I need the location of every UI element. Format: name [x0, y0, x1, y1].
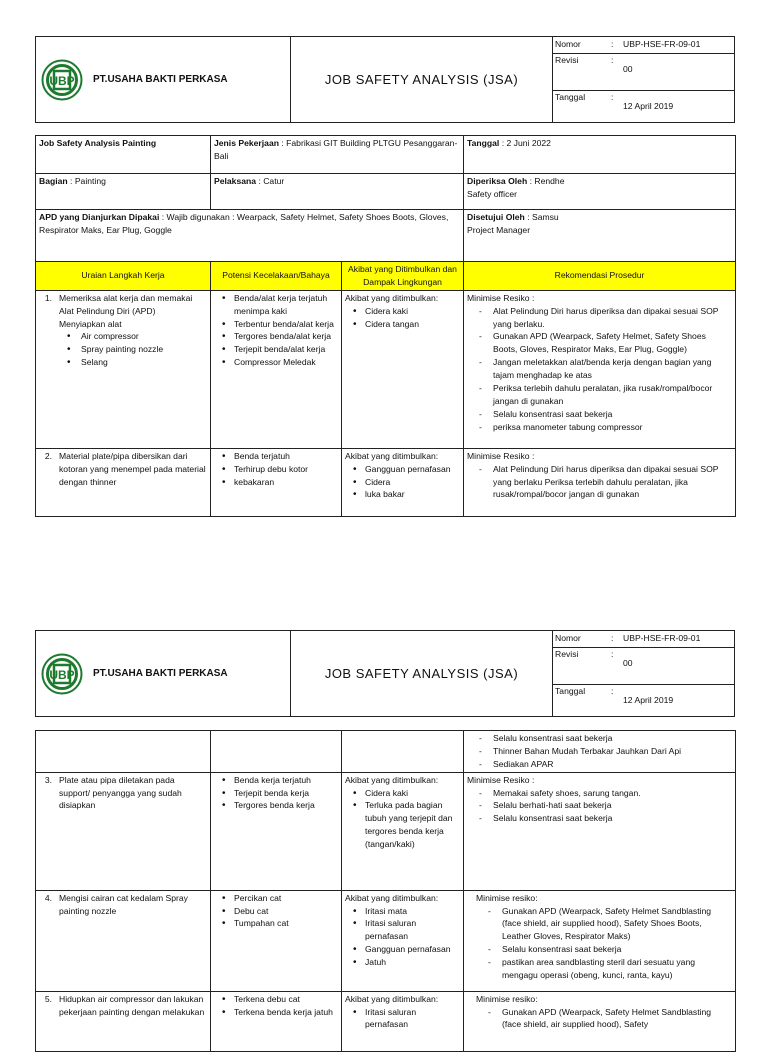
table-row: [36, 772, 736, 890]
jsa-title: Job Safety Analysis Painting: [39, 138, 157, 148]
pelaksana-value: : Catur: [258, 176, 285, 186]
revisi-value: 00: [623, 63, 633, 74]
page1-header: [35, 36, 735, 123]
hazard-item: • Debu cat: [214, 905, 338, 918]
hazard-item: • Percikan cat: [214, 892, 338, 905]
document-title: JOB SAFETY ANALYSIS (JSA): [291, 37, 553, 123]
diperiksa-role: Safety officer: [467, 188, 518, 199]
colon: :: [611, 648, 614, 659]
effect-item: • Iritasi mata: [345, 905, 460, 918]
recommendation-title: Minimise Resiko :: [467, 292, 535, 303]
tanggal-cell: [464, 136, 736, 174]
effect-item: • Gangguan pernafasan: [345, 463, 460, 476]
bagian-value: : Painting: [70, 176, 106, 186]
recommendation-item: - Gunakan APD (Wearpack, Safety Helmet Sandblasting (face shield, air supplied hood), Safety Shoes Boots, Leather Gloves, Respirator Maks): [476, 905, 732, 944]
recommendation-item: - Jangan meletakkan alat/benda kerja dengan bagian yang tajam menghadap ke atas: [467, 356, 732, 382]
table-row: [36, 991, 736, 1051]
column-header-step: Uraian Langkah Kerja: [36, 262, 211, 291]
disetujui-role: Project Manager: [467, 224, 531, 235]
disetujui-label: Disetujui Oleh: [467, 212, 525, 222]
colon: :: [611, 632, 614, 643]
page-gap: [0, 560, 768, 618]
nomor-label: Nomor: [555, 632, 581, 643]
company-cell: [36, 37, 291, 123]
effect-item: • Iritasi saluran pernafasan: [345, 1006, 460, 1032]
effect-item: • Terluka pada bagian tubuh yang terjepit dan tergores benda kerja (tangan/kaki): [345, 799, 460, 851]
company-name: PT.USAHA BAKTI PERKASA: [93, 668, 228, 679]
jenis-cell: [211, 136, 464, 174]
hazard-item: • Terkena debu cat: [214, 993, 338, 1006]
hazard-item: • Terhirup debu kotor: [214, 463, 338, 476]
document-meta: [553, 631, 735, 717]
step-number: 5.: [44, 993, 52, 1004]
company-logo-icon: [41, 653, 83, 695]
apd-label: APD yang Dianjurkan Dipakai: [39, 212, 160, 222]
recommendation-title: Minimise resiko:: [476, 892, 538, 903]
column-header-recommendation: Rekomendasi Prosedur: [464, 262, 736, 291]
colon: :: [611, 91, 614, 102]
hazard-item: • Benda/alat kerja terjatuh menimpa kaki: [214, 292, 338, 318]
jenis-label: Jenis Pekerjaan: [214, 138, 279, 148]
diperiksa-cell: [464, 174, 736, 210]
step-text: Material plate/pipa dibersikan dari kotoran yang menempel pada material dengan thinner: [59, 450, 206, 487]
company-logo-icon: [41, 59, 83, 101]
effect-item: • Cidera kaki: [345, 787, 460, 800]
recommendation-item: - Gunakan APD (Wearpack, Safety Helmet Sandblasting (face shield, air supplied hood), Safety: [476, 1006, 732, 1032]
effect-title: Akibat yang ditimbulkan:: [345, 292, 439, 303]
list-item: • Selang: [59, 356, 207, 369]
recommendation-item: - Selalu konsentrasi saat bekerja: [476, 943, 732, 956]
bagian-cell: [36, 174, 211, 210]
step-text: Memeriksa alat kerja dan memakai Alat Pelindung Diri (APD): [59, 292, 193, 316]
recommendation-item: - Selalu konsentrasi saat bekerja: [467, 408, 732, 421]
jenis-value: : Fabrikasi GIT Building PLTGU Pesanggaran-Bali: [214, 138, 458, 161]
recommendation-item: - Memakai safety shoes, sarung tangan.: [467, 787, 732, 800]
page2-jsa-table: [35, 730, 736, 1052]
disetujui-value: : Samsu: [527, 212, 559, 222]
hazard-item: • Terjepit benda kerja: [214, 787, 338, 800]
recommendation-title: Minimise resiko:: [476, 993, 538, 1004]
apd-cell: [36, 210, 464, 262]
recommendation-item: - Alat Pelindung Diri harus diperiksa dan dipakai sesuai SOP yang berlaku Periksa terlebih dahulu peralatan, jika rusak/rompal/bocor jangan di gunakan: [467, 463, 732, 502]
pelaksana-cell: [211, 174, 464, 210]
page1-jsa-table: [35, 135, 736, 517]
tanggal-value: 12 April 2019: [623, 100, 674, 111]
table-row: [36, 448, 736, 516]
recommendation-item: - Thinner Bahan Mudah Terbakar Jauhkan Dari Api: [467, 745, 732, 758]
diperiksa-value: : Rendhe: [529, 176, 565, 186]
logo-letter: UBP: [49, 73, 75, 88]
recommendation-item: - Selalu konsentrasi saat bekerja: [467, 812, 732, 825]
recommendation-item: - periksa manometer tabung compressor: [467, 421, 732, 434]
nomor-value: UBP-HSE-FR-09-01: [623, 632, 701, 643]
recommendation-item: - Sediakan APAR: [467, 758, 732, 771]
logo-letter: UBP: [49, 667, 75, 682]
step-number: 4.: [44, 892, 52, 903]
effect-item: • Cidera kaki: [345, 305, 460, 318]
revisi-value: 00: [623, 657, 633, 668]
recommendation-item: - Periksa terlebih dahulu peralatan, jika rusak/rompal/bocor jangan di gunakan: [467, 382, 732, 408]
hazard-item: • Benda kerja terjatuh: [214, 774, 338, 787]
column-header-hazard: Potensi Kecelakaan/Bahaya: [211, 262, 342, 291]
effect-title: Akibat yang ditimbulkan:: [345, 450, 439, 461]
column-header-effect: Akibat yang Ditimbulkan dan Dampak Lingkungan: [342, 262, 464, 291]
document-title: JOB SAFETY ANALYSIS (JSA): [291, 631, 553, 717]
hazard-item: • Tergores benda/alat kerja: [214, 330, 338, 343]
effect-title: Akibat yang ditimbulkan:: [345, 774, 439, 785]
step-subtitle: Menyiapkan alat: [59, 318, 122, 329]
hazard-item: • Benda terjatuh: [214, 450, 338, 463]
recommendation-item: - Selalu berhati-hati saat bekerja: [467, 799, 732, 812]
list-item: • Spray painting nozzle: [59, 343, 207, 356]
recommendation-title: Minimise Resiko :: [467, 774, 535, 785]
step-number: 1.: [44, 292, 52, 303]
hazard-item: • kebakaran: [214, 476, 338, 489]
hazard-item: • Tumpahan cat: [214, 917, 338, 930]
recommendation-item: - Selalu konsentrasi saat bekerja: [467, 732, 732, 745]
recommendation-item: - pastikan area sandblasting steril dari sesuatu yang mengagu operasi (obeng, kunci, ranta, kayu): [476, 956, 732, 982]
effect-item: • luka bakar: [345, 488, 460, 501]
hazard-item: • Tergores benda kerja: [214, 799, 338, 812]
effect-item: • Iritasi saluran pernafasan: [345, 917, 460, 943]
nomor-label: Nomor: [555, 38, 581, 49]
effect-title: Akibat yang ditimbulkan:: [345, 993, 439, 1004]
pelaksana-label: Pelaksana: [214, 176, 257, 186]
nomor-value: UBP-HSE-FR-09-01: [623, 38, 701, 49]
document-meta: [553, 37, 735, 123]
effect-item: • Cidera tangan: [345, 318, 460, 331]
revisi-label: Revisi: [555, 648, 579, 659]
colon: :: [611, 38, 614, 49]
company-cell: [36, 631, 291, 717]
hazard-item: • Terjepit benda/alat kerja: [214, 343, 338, 356]
recommendation-item: - Gunakan APD (Wearpack, Safety Helmet, Safety Shoes Boots, Gloves, Respirator Maks, Ear Plug, Goggle): [467, 330, 732, 356]
tanggal-value: 12 April 2019: [623, 694, 674, 705]
recommendation-item: - Alat Pelindung Diri harus diperiksa dan dipakai sesuai SOP yang berlaku.: [467, 305, 732, 331]
page2-header: [35, 630, 735, 717]
effect-item: • Gangguan pernafasan: [345, 943, 460, 956]
revisi-label: Revisi: [555, 54, 579, 65]
step-text: Hidupkan air compressor dan lakukan pekerjaan painting dengan melakukan: [59, 993, 205, 1017]
jsa-title-cell: [36, 136, 211, 174]
diperiksa-label: Diperiksa Oleh: [467, 176, 528, 186]
table-row: [36, 731, 736, 773]
step-text: Plate atau pipa diletakan pada support/ penyangga yang sudah disiapkan: [59, 774, 182, 811]
hazard-item: • Compressor Meledak: [214, 356, 338, 369]
step-text: Mengisi cairan cat kedalam Spray painting nozzle: [59, 892, 188, 916]
recommendation-title: Minimise Resiko :: [467, 450, 535, 461]
effect-title: Akibat yang ditimbulkan:: [345, 892, 439, 903]
colon: :: [611, 685, 614, 696]
colon: :: [611, 54, 614, 65]
effect-item: • Jatuh: [345, 956, 460, 969]
table-row: [36, 890, 736, 991]
hazard-item: • Terbentur benda/alat kerja: [214, 318, 338, 331]
tanggal-label: Tanggal: [555, 91, 586, 102]
hazard-item: • Terkena benda kerja jatuh: [214, 1006, 338, 1019]
step-number: 2.: [44, 450, 52, 461]
tanggal-label: Tanggal: [467, 138, 500, 148]
effect-item: • Cidera: [345, 476, 460, 489]
tanggal-label: Tanggal: [555, 685, 586, 696]
bagian-label: Bagian: [39, 176, 68, 186]
list-item: • Air compressor: [59, 330, 207, 343]
apd-value: : Wajib digunakan : Wearpack, Safety Helmet, Safety Shoes Boots, Gloves, Respirator Maks, Ear Plug, Goggle: [39, 212, 449, 235]
table-row: [36, 290, 736, 448]
tanggal-value: : 2 Juni 2022: [501, 138, 551, 148]
step-number: 3.: [44, 774, 52, 785]
company-name: PT.USAHA BAKTI PERKASA: [93, 74, 228, 85]
disetujui-cell: [464, 210, 736, 262]
